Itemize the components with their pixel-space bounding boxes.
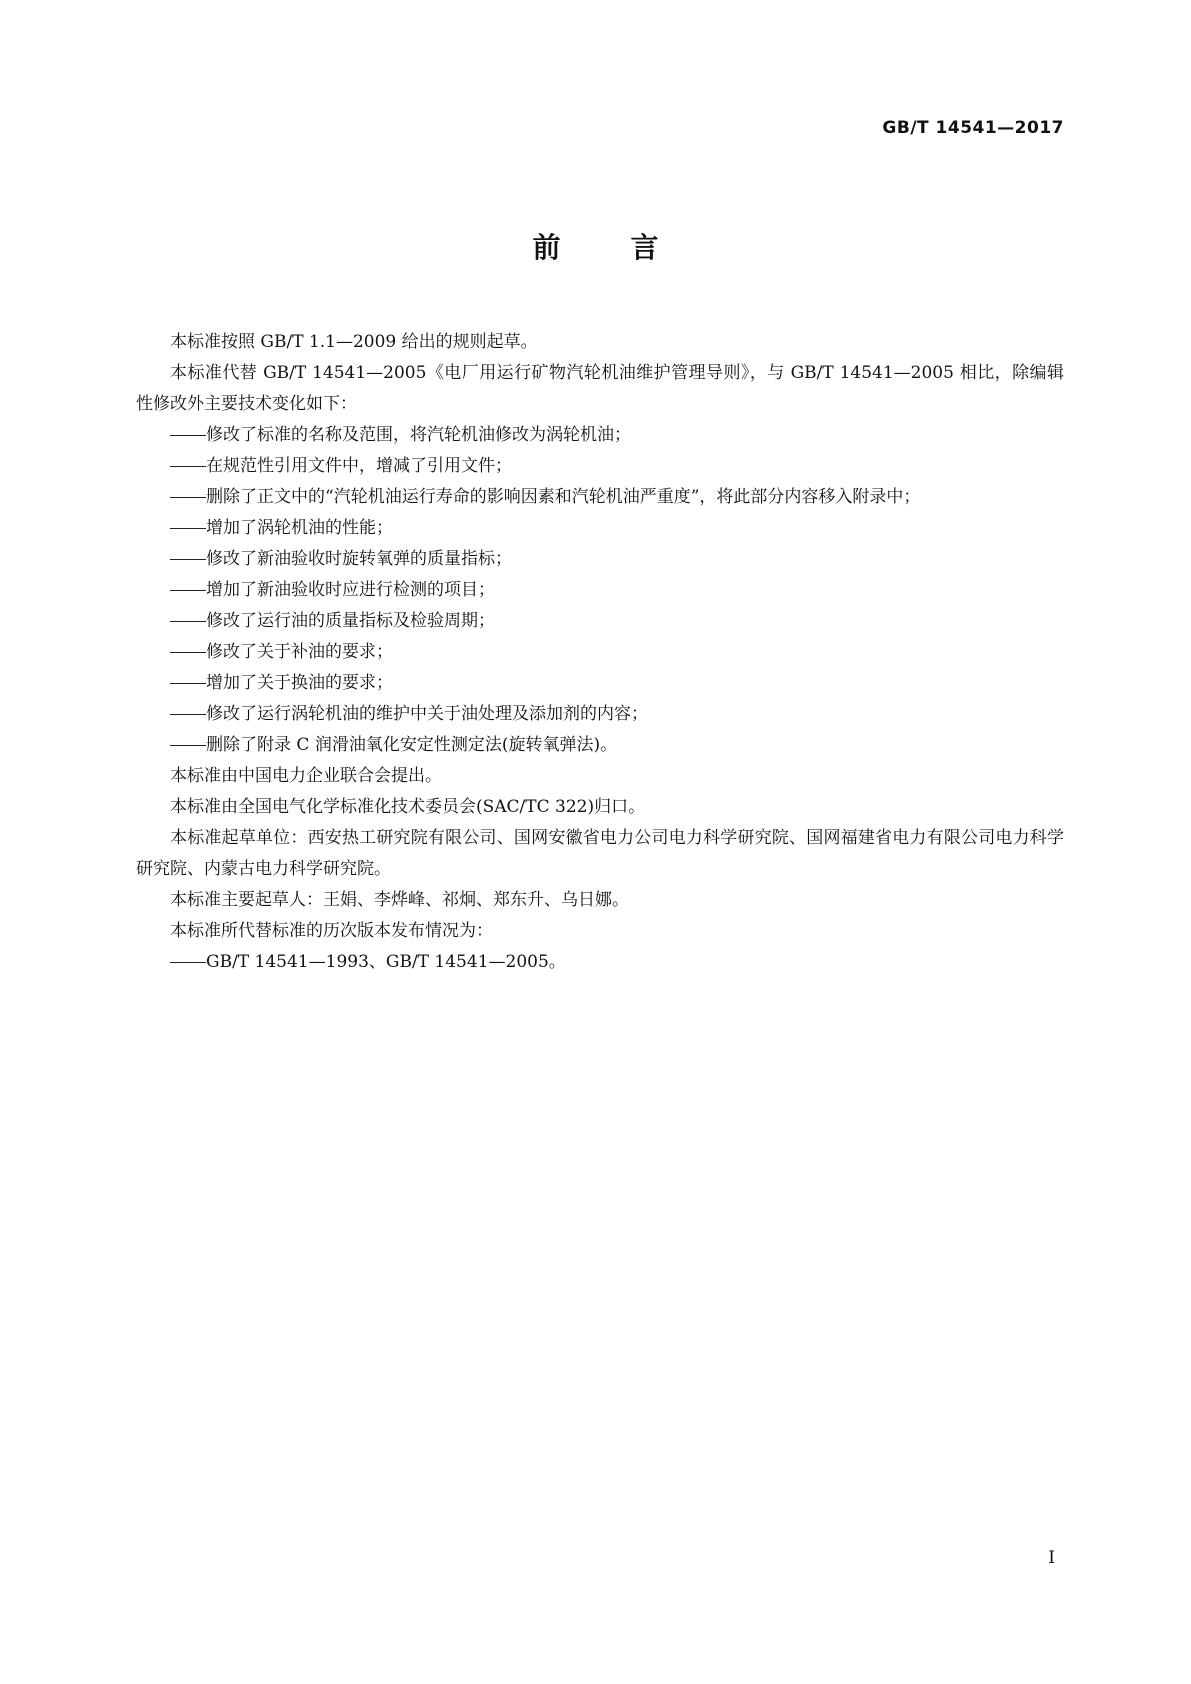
page-number: I xyxy=(1048,1548,1055,1568)
dash-mark xyxy=(170,559,206,560)
list-item: 删除了附录 C 润滑油氧化安定性测定法(旋转氧弹法)。 xyxy=(136,730,1064,761)
list-item: 增加了新油验收时应进行检测的项目； xyxy=(136,575,1064,606)
dash-mark xyxy=(170,466,206,467)
paragraph-proposer: 本标准由中国电力企业联合会提出。 xyxy=(170,766,442,786)
list-item: 修改了新油验收时旋转氧弹的质量指标； xyxy=(136,544,1064,575)
dash-mark xyxy=(170,652,206,653)
paragraph-committee: 本标准由全国电气化学标准化技术委员会(SAC/TC 322)归口。 xyxy=(170,797,646,817)
list-item: 修改了关于补油的要求； xyxy=(136,637,1064,668)
list-item: 在规范性引用文件中，增减了引用文件； xyxy=(136,451,1064,482)
paragraph-drafting-rules: 本标准按照 GB/T 1.1—2009 给出的规则起草。 xyxy=(170,332,538,352)
paragraph-history-intro: 本标准所代替标准的历次版本发布情况为： xyxy=(170,921,493,941)
list-item: 增加了关于换油的要求； xyxy=(136,668,1064,699)
dash-mark xyxy=(170,497,206,498)
list-item: GB/T 14541—1993、GB/T 14541—2005。 xyxy=(136,947,1064,978)
dash-mark xyxy=(170,683,206,684)
dash-mark xyxy=(170,745,206,746)
paragraph-drafting-units: 本标准起草单位：西安热工研究院有限公司、国网安徽省电力公司电力科学研究院、国网福建省电力有限公司电力科学研究院、内蒙古电力科学研究院。 xyxy=(136,828,1064,879)
dash-mark xyxy=(170,714,206,715)
dash-mark xyxy=(170,435,206,436)
dash-mark xyxy=(170,590,206,591)
changes-list xyxy=(136,420,1064,761)
foreword-body xyxy=(136,327,1064,978)
paragraph-drafters: 本标准主要起草人：王娟、李烨峰、祁炯、郑东升、乌日娜。 xyxy=(170,890,629,910)
list-item: 修改了标准的名称及范围，将汽轮机油修改为涡轮机油； xyxy=(136,420,1064,451)
dash-mark xyxy=(170,621,206,622)
paragraph-replacement: 本标准代替 GB/T 14541—2005《电厂用运行矿物汽轮机油维护管理导则》，与 GB/T 14541—2005 相比，除编辑性修改外主要技术变化如下： xyxy=(136,363,1064,414)
dash-mark xyxy=(170,962,206,963)
list-item: 修改了运行涡轮机油的维护中关于油处理及添加剂的内容； xyxy=(136,699,1064,730)
page-title: 前言 xyxy=(532,231,729,264)
standard-code: GB/T 14541—2017 xyxy=(882,118,1064,138)
dash-mark xyxy=(170,528,206,529)
list-item: 修改了运行油的质量指标及检验周期； xyxy=(136,606,1064,637)
list-item: 增加了涡轮机油的性能； xyxy=(136,513,1064,544)
history-list xyxy=(136,947,1064,978)
list-item: 删除了正文中的“汽轮机油运行寿命的影响因素和汽轮机油严重度”，将此部分内容移入附录中； xyxy=(136,482,1064,513)
